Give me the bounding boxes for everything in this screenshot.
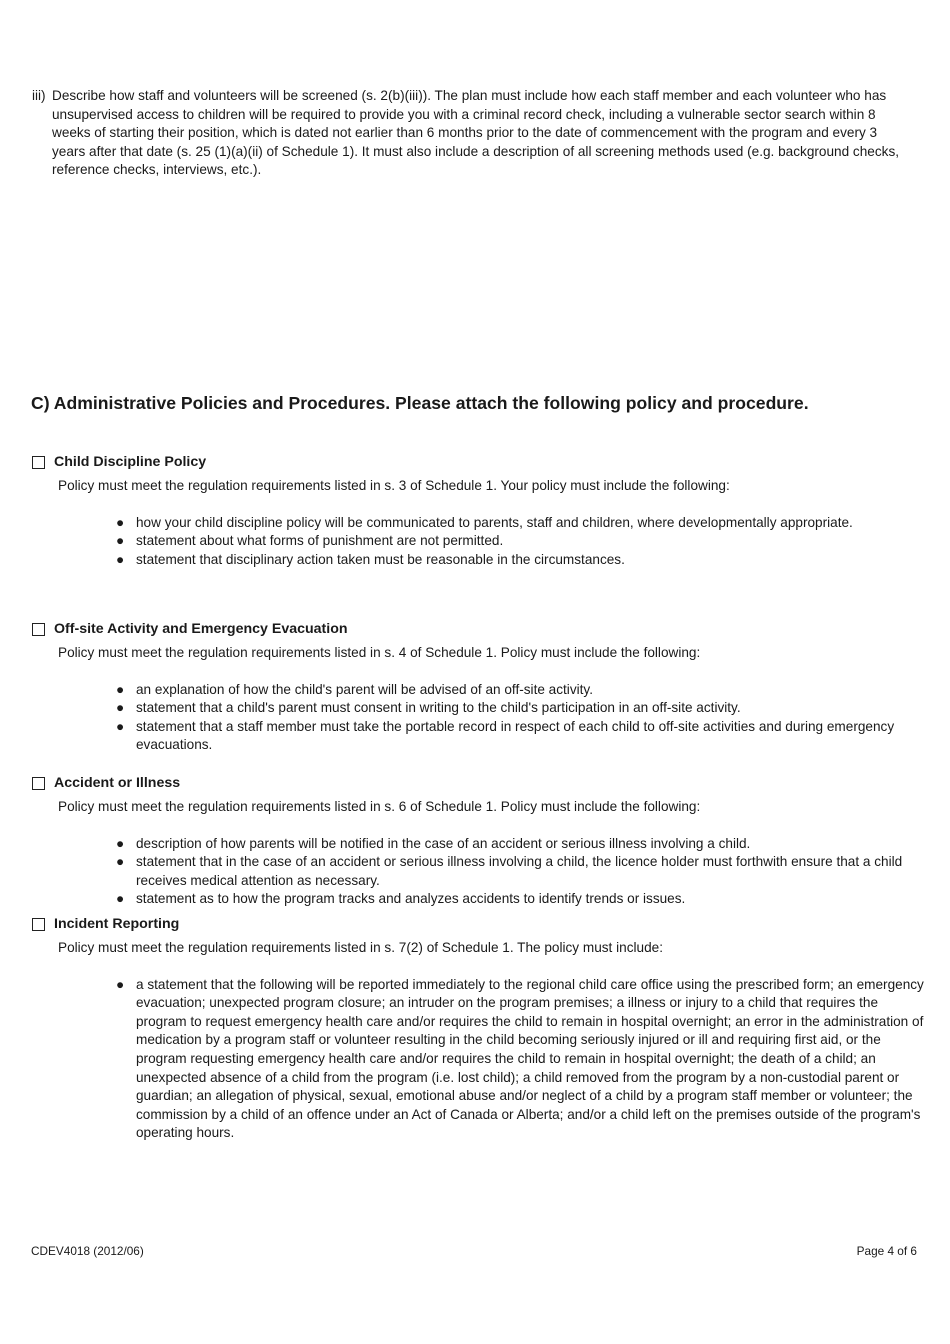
list-item: ● statement as to how the program tracks and analyzes accidents to identify trends or issues. [32, 890, 927, 909]
bullet-icon: ● [116, 976, 125, 992]
form-id: CDEV4018 (2012/06) [31, 1244, 144, 1258]
list-item: ● a statement that the following will be reported immediately to the regional child care office using the prescribed form; an emergency evacuation; unexpected program closure; an intruder on the program premises; a illness or injury to a child that requires the program to request emergency health care and/or requires the child to remain in hospital overnight; an error in the administration of medication by a program staff or volunteer resulting in the child becoming seriously injured or ill and requiring first aid, or the program requesting emergency health care and/or requires the child to remain in hospital overnight; the death of a child; an unexpected absence of a child from the program (i.e. lost child); a child removed from the program by a non-custodial parent or guardian; an allegation of physical, sexual, emotional abuse and/or neglect of a child by a program staff member or volunteer; the commission by a child of an offence under an Act of Canada or Alberta; and/or a child left on the premises outside of the program's operating hours. [116, 976, 924, 1141]
policy-accident-illness [32, 773, 927, 909]
list-item: ● statement that a child's parent must consent in writing to the child's participation in an off-site activity. [32, 699, 927, 718]
page-number: Page 4 of 6 [856, 1244, 917, 1258]
off-site-activity-checkbox[interactable] [32, 623, 45, 636]
policy-intro: Policy must meet the regulation requirements listed in s. 3 of Schedule 1. Your policy must include the following: [58, 478, 730, 493]
bullet-icon: ● [116, 533, 125, 549]
policy-intro: Policy must meet the regulation requirements listed in s. 6 of Schedule 1. Policy must include the following: [58, 799, 701, 814]
item-number: iii) [32, 88, 46, 103]
item-text: Describe how staff and volunteers will be screened (s. 2(b)(iii)). The plan must include how each staff member and each volunteer who has unsupervised access to children will be required to provide you with a criminal record check, including a vulnerable sector search within 8 weeks of starting their position, which is dated not earlier than 6 months prior to the date of commencement with the program and every 3 years after that date (s. 25 (1)(a)(ii) of Schedule 1). It must also include a description of all screening methods used (e.g. background checks, reference checks, interviews, etc.). [52, 88, 900, 178]
policy-title: Incident Reporting [54, 916, 180, 932]
list-item: ● description of how parents will be notified in the case of an accident or serious illness involving a child. [32, 835, 927, 854]
bullet-icon: ● [116, 835, 125, 851]
policy-intro: Policy must meet the regulation requirements listed in s. 4 of Schedule 1. Policy must include the following: [58, 645, 701, 660]
bullet-icon: ● [116, 854, 125, 870]
accident-illness-checkbox[interactable] [32, 777, 45, 790]
bullet-icon: ● [116, 891, 125, 907]
list-item: ● statement about what forms of punishment are not permitted. [32, 532, 927, 551]
child-discipline-checkbox[interactable] [32, 456, 45, 469]
incident-reporting-checkbox[interactable] [32, 918, 45, 931]
policy-title: Off-site Activity and Emergency Evacuation [54, 621, 348, 637]
policy-child-discipline [32, 452, 927, 569]
bullet-icon: ● [116, 700, 125, 716]
bullet-icon: ● [116, 551, 125, 567]
list-item: ● statement that disciplinary action taken must be reasonable in the circumstances. [32, 551, 927, 570]
policy-incident-reporting [32, 914, 927, 1143]
bullet-icon: ● [116, 718, 125, 734]
list-item: ● how your child discipline policy will be communicated to parents, staff and children, where developmentally appropriate. [32, 514, 927, 533]
list-item: ● an explanation of how the child's parent will be advised of an off-site activity. [32, 681, 927, 700]
policy-title: Accident or Illness [54, 775, 181, 791]
list-item: ● statement that in the case of an accident or serious illness involving a child, the licence holder must forthwith ensure that a child receives medical attention as necessary. [116, 854, 903, 888]
section-c-heading: C) Administrative Policies and Procedures. Please attach the following policy and procedure. [31, 393, 809, 413]
policy-bullet-list [32, 514, 927, 570]
policy-bullet-list [32, 681, 927, 755]
policy-title: Child Discipline Policy [54, 454, 207, 470]
list-item: ● statement that a staff member must take the portable record in respect of each child to off-site activities and during emergency evacuations. [116, 718, 895, 753]
policy-off-site-activity [32, 619, 927, 755]
policy-bullet-list [32, 976, 927, 1143]
screening-item-iii [32, 87, 912, 180]
policy-intro: Policy must meet the regulation requirements listed in s. 7(2) of Schedule 1. The policy must include: [58, 940, 663, 955]
policy-bullet-list [32, 835, 927, 909]
bullet-icon: ● [116, 681, 125, 697]
bullet-icon: ● [116, 514, 125, 530]
